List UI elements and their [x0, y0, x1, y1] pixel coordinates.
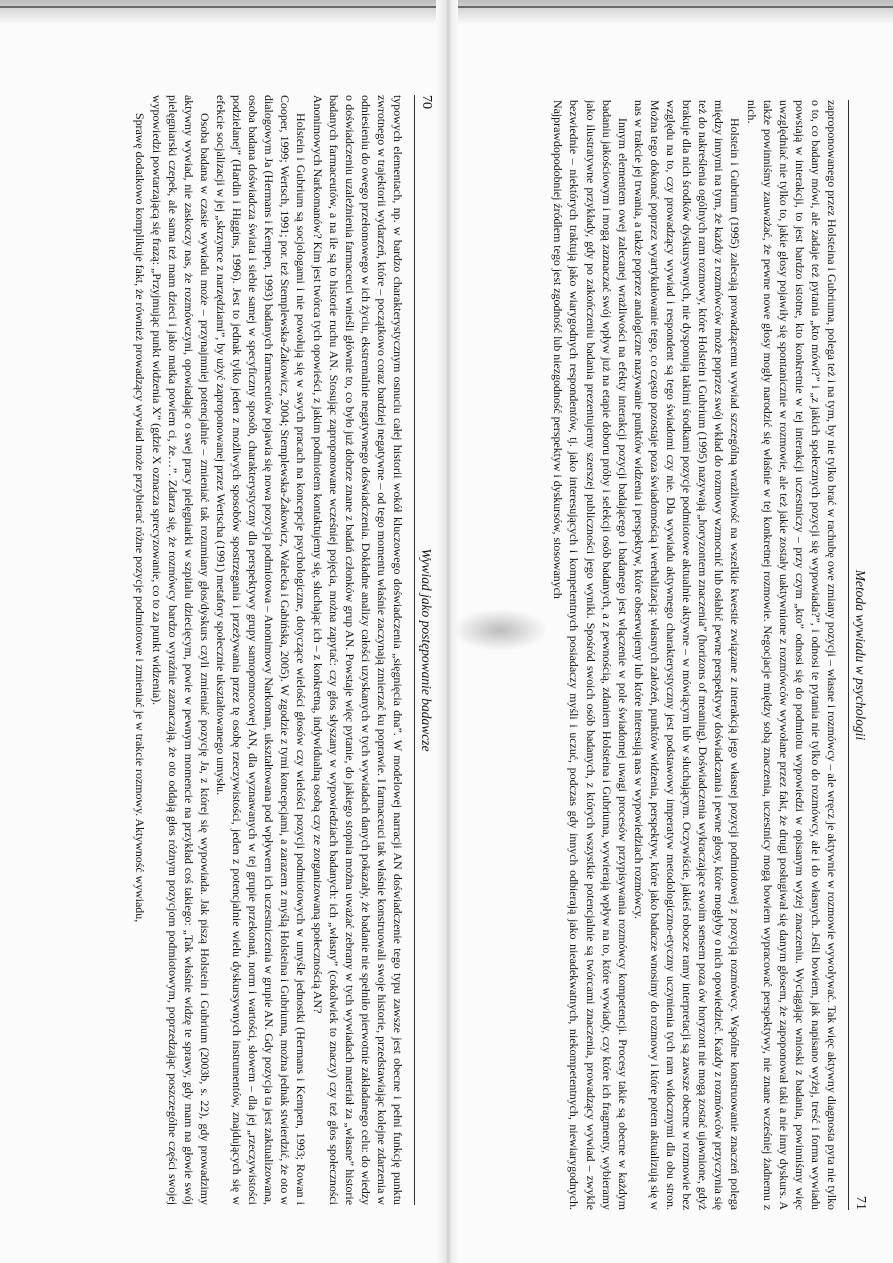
right-paragraph-2: Holstein i Gubrium (1995) zalecają prowadzącemu wywiad szczególną wrażliwość na wszelkie kwestie związane z interakcją jego własnej pozycji podmiotowej z pozycją rozmówcy. Wspólne konstruowanie znaczeń polega między innymi na tym, że każdy z rozmówców może poprzez swój wkład do rozmowy wzmocnić lub osłabić pewne perspektywy doświadczania i pewne głosy, które mogłyby o nich opowiedzieć. Każdy z rozmówców przyczynia się też do nakreślenia ogólnych ram rozmowy, które Holstein i Gubrium (1995) nazywają „horyzontem znaczenia” (horizons of meaning). Doświadczenia wykraczające swoim sensem poza ów horyzont nie mogą zostać ujawnione, gdyż brakuje dla nich środków dyskursywnych, nie dysponują takimi środkami pozycje podmiotowe aktualnie aktywne – w mówiącym lub w słuchającym. Oczywiście, jakieś robocze ramy interpretacji są zawsze obecne w rozmowie bez względu na to, czy prowadzący wywiad i respondent są tego świadomi czy nie. Dla wywiadu aktywnego charakterystyczny jest podstawowy imperatyw metodologiczno-etyczny uczynienia tych ram widocznymi dla obu stron. Można tego dokonać poprzez wyartykułowanie tego, co często pozostaje poza świadomością i werbalizacją: własnych założeń, punktów widzenia, perspektyw, które jako badacze wnosimy do rozmowy i które potem aktualizują się w nas w trakcie jej trwania, a także poprzez analogiczne nazywanie punktów widzenia i perspektyw, które obserwujemy lub które interesują nas w wypowiedziach rozmówcy. [631, 100, 743, 1210]
left-header-rule [414, 95, 415, 1205]
right-running-head: Metoda wywiadu w psychologii [853, 569, 868, 741]
right-page-body [475, 100, 840, 1210]
right-header-rule [848, 100, 849, 1210]
left-page-number: 70 [419, 95, 434, 109]
left-running-head: Wywiad jako postępowanie badawcze [419, 548, 434, 752]
right-paragraph-3: Innym elementem owej zalecanej wrażliwości na efekty interakcji pozycji badającego i badanego jest włączenie w pole świadomej uwagi procesów przypisywania rozmówcy kompetencji. Procesy takie są obecne w każdym badaniu jakościowym i mogą zaznaczać swój wpływ już na etapie doboru próby i selekcji osób badanych, a z pewnością, zdaniem Holsteina i Gubriuma, wywierają wpływ na to, które wywiady, czy które ich fragmenty, wybieramy jako ilustratywne przykłady, gdy po zakończeniu badania prezentujemy szerszej publiczności jego wyniki. Spośród swoich osób badanych, z których wszystkie potencjalnie są twórcami znaczenia, prowadzący wywiad – zwykle bezwiednie – niektórych traktują jako wiarygodnych respondentów, tj. jako interesujących i kompetentnych posiadaczy myśli i uczuć, podczas gdy innych odbierają jako nieadekwatnych, niekompetentnych, niewiarygodnych. Najprawdopodobniej źródłem tego jest zgodność lub niezgodność perspektyw i dyskursów, stosowanych [551, 100, 630, 1210]
left-paragraph-4: Sprawę dodatkowo komplikuje fakt, że również prowadzący wywiad może przybierać różne pozycje podmiotowe i zmieniać je w trakcie rozmowy. Aktywność wywiadu, [133, 113, 148, 923]
right-page-number: 71 [853, 1196, 868, 1210]
right-paragraph-1: zaproponowanego przez Holsteina i Gubriuma, polega też i na tym, by nie tylko brać w rachubę owe zmiany pozycji – własne i rozmówcy – ale wręcz je aktywnie w rozmowie wywoływać. Tak więc aktywny diagnosta pyta nie tylko o to, co badany mówi, ale zadaje też pytania „kto mówi?” i „z jakich społecznych pozycji się wypowiada?”, i odnosi te pytania nie tylko do rozmówcy, ale i do własnych. Jeśli bowiem, jak napisano wyżej, treść i forma wywiadu powstają w interakcji, to jest bardzo istotne, kto konkretnie w tej interakcji uczestniczy – przy czym „kto” odnosi się do podmiotu wypowiedzi w opisanym wyżej znaczeniu. Wyciągając wnioski z badania, powinniśmy więc uwzględniać nie tylko to, jakie głosy pojawiły się spontanicznie w rozmowie, ale też jakie zostały uaktywnione z rozmówców wywołane przez fakt, że drugi posługiwał się danym głosem, że zapoponował taki a nie inny dyskurs. A także powinniśmy zauważać, że pewne nowe głosy mogły narodzić się właśnie w tej konkretnej rozmowie. Negocjacje między sobą znaczenia, uczestnicy mogą bowiem wypracować perspektywy, nie znane wcześniej żadnemu z nich. [744, 100, 839, 1210]
right-page [470, 100, 870, 1210]
left-page-header [414, 95, 434, 1205]
left-paragraph-1: typowych elementach, np. w bardzo charakterystycznym osnuciu całej historii wokół kluczowego doświadczenia „sięgnięcia dna”. W modelowej narracji AN doświadczenie tego typu zawsze jest obecne i pełni funkcję punktu zwrotnego w trajektorii wydarzeń, które – początkowo coraz bardziej negatywne – od tego momentu właśnie zaczynają zmierzać ku poprawie. I farmaceuci tak właśnie konstruowali swoje historie, przedstawiając kolejne zdarzenia w odniesieniu do owego przełomowego w ich życiu, ekstremalnie negatywnego doświadczenia. Dokładne analizy całości uzyskanych w tych wywiadach danych pokazały, że badanie nie spełniło pierwotnie zakładanego celu: do wiedzy o doświadczeniu uzależnienia farmaceuci wnieśli głównie to, co było już dobrze znane z badań członków grup AN. Powstaje więc pytanie, do jakiego stopnia można uważać zebrany w tych wywiadach materiał za „własne” historie badanych farmaceutów, a na ile są to historie ruchu AN. Stosując zaproponowane wcześniej pojęcia, można zapytać: czy głos słyszany w wypowiedziach badanych: ich „własny” (cokolwiek to znaczy) czy też głos społeczności Anonimowych Narkomanów? Kim jest twórca tych opowieści, z jakim podmiotem kontaktujemy się, słuchając ich – z konkretną, indywidualną osobą czy ze zorganizowaną społecznością AN? [310, 95, 405, 1205]
left-page [36, 95, 436, 1205]
left-paragraph-3: Osoba badana w czasie wywiadu może – przynajmniej potencjalnie – zmieniać tak rozumiany głos/dyskurs czyli zmieniać pozycję Ja, z której się wypowiada. Jak piszą Holstein i Gubrium (2003b, s. 22), gdy prowadzimy aktywny wywiad, nie zaskoczy nas, że rozmówczyni, opowiadając o swej pracy pielęgniarki w szpitalu dziecięcym, powie w pewnym momencie na przykład coś takiego: „Tak właśnie widzę te sprawy, gdy mam na głowie swój pielęgniarski czepek, ale sama też mam dzieci i jako matka powiem ci, że…”. Zdarza się, że rozmówcy bardzo wyraźnie zaznaczają, że oto oddają głos różnym pozycjom podmiotowym, poprzedzając poszczególne części swojej wypowiedzi powtarzającą się frazą: „Przyjmując punkt widzenia X” (gdzie X oznacza sprecyzowanie, co to za punkt widzenia). [149, 95, 212, 1205]
left-page-body [41, 95, 406, 1205]
left-paragraph-2: Holstein i Gubrium są socjologami i nie powołują się w swych pracach na koncepcje psychologiczne, dotyczące wielości głosów czy wielości pozycji podmiotowych w umyśle jednostki (Hermans i Kempen, 1993; Rowan i Cooper, 1999; Wertsch, 1991; por. też Stemplewska-Żakowicz, 2004; Stemplewska-Żakowicz, Walecka i Gabińska, 2005). W zgodzie z tymi koncepcjami, a zarazem z myślą Holsteina i Gubriuma, można jednak stwierdzić, że oto w dialogowym Ja (Hermans i Kempen, 1993) badanych farmaceutów pojawia się nowa pozycja podmiotowa – Anonimowy Narkoman, ukształtowana pod wpływem ich uczestniczenia w grupie AN. Gdy pozycja ta jest zaktualizowana, osoba badana doświadcza świata i siebie samej w specyficzny sposób, charakterystyczny dla perspektywy grupy samopomocowej AN, dla wyznawanych w tej grupie przekonań, norm i wartości, słowem – dla jej „rzeczywistości podzielanej” (Hardin i Higgins, 1996). Jest to jednak tylko jeden z możliwych sposobów spostrzegania i przeżywania przez tę osobę rzeczywistości, jeden z potencjalnie wielu dyskursywnych instrumentów, znajdujących się w efekcie socjalizacji w jej „skrzynce z narzędziami”, by użyć zaproponowanej przez Wertscha (1991) metafory społecznie ukształtowanego umysłu. [213, 95, 309, 1205]
right-page-header [848, 100, 868, 1210]
